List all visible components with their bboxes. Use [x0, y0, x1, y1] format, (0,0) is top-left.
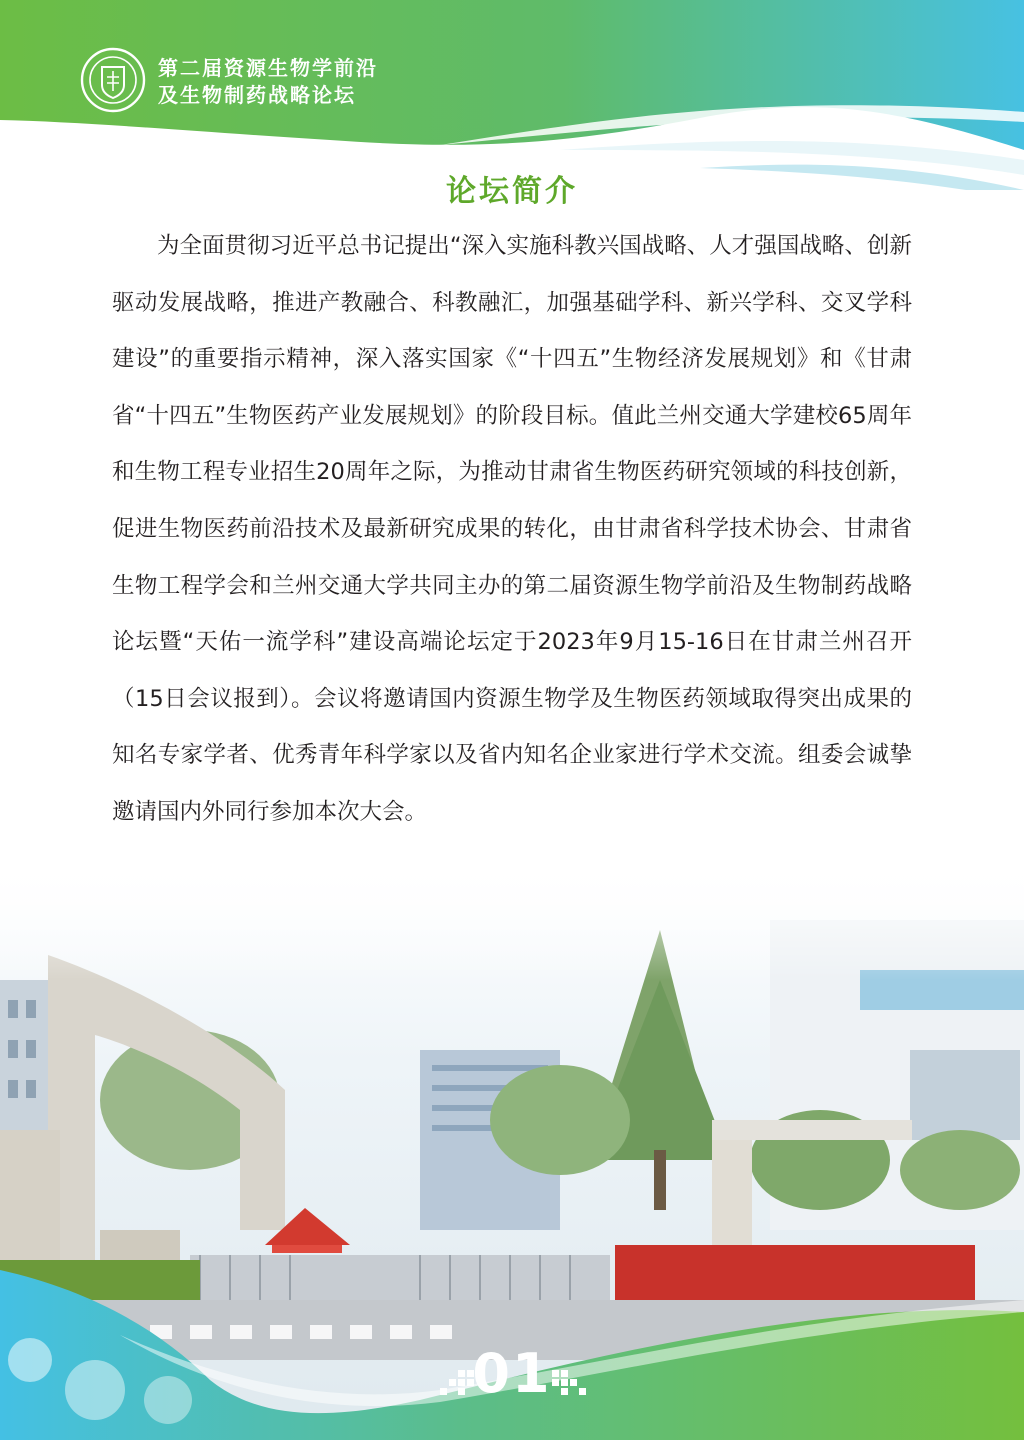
pixel-decoration-right-icon — [552, 1370, 586, 1396]
university-seal-icon — [80, 47, 146, 113]
forum-name-line1: 第二届资源生物学前沿 — [158, 56, 378, 80]
forum-name-line2: 及生物制药战略论坛 — [158, 83, 356, 107]
forum-brand — [158, 55, 378, 109]
page-number: 01 — [472, 1342, 552, 1405]
forum-introduction-paragraph: 为全面贯彻习近平总书记提出“深入实施科教兴国战略、人才强国战略、创新驱动发展战略，推进产教融合、科教融汇，加强基础学科、新兴学科、交叉学科建设”的重要指示精神，深入落实国家《“十四五”生物经济发展规划》和《甘肃省“十四五”生物医药产业发展规划》的阶段目标。值此兰州交通大学建校65周年和生物工程专业招生20周年之际，为推动甘肃省生物医药研究领域的科技创新，促进生物医药前沿技术及最新研究成果的转化，由甘肃省科学技术协会、甘肃省生物工程学会和兰州交通大学共同主办的第二届资源生物学前沿及生物制药战略论坛暨“天佑一流学科”建设高端论坛定于2023年9月15-16日在甘肃兰州召开（15日会议报到）。会议将邀请国内资源生物学及生物医药领域取得突出成果的知名专家学者、优秀青年科学家以及省内知名企业家进行学术交流。组委会诚挚邀请国内外同行参加本次大会。 — [112, 233, 912, 825]
page-title: 论坛简介 — [446, 174, 578, 209]
header-wave-banner — [0, 0, 1024, 190]
